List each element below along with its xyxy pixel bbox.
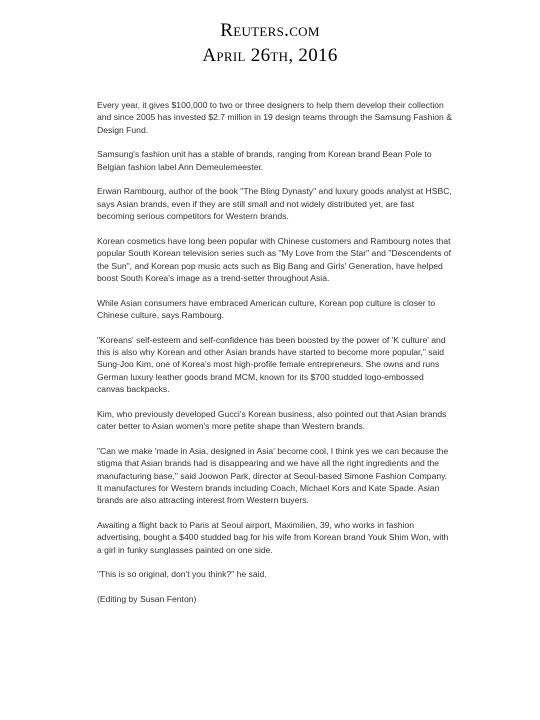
article-paragraph: Samsung's fashion unit has a stable of brands, ranging from Korean brand Bean Pole to Belgian fashion label Ann Demeulemeester. — [97, 149, 432, 172]
article-paragraph: "Koreans' self-esteem and self-confidence has been boosted by the power of 'K culture' and this is also why Korean and other Asian brands have started to become more popular," said Sung-Joo Kim, one of Korea's most high-profile female entrepreneurs. She owns and runs German luxury leather goods brand MCM, known for its $700 studded logo-embossed canvas backpacks. — [97, 334, 446, 395]
editor-credit: (Editing by Susan Fenton) — [97, 594, 197, 605]
article-paragraph: Every year, it gives $100,000 to two or three designers to help them develop their collection and since 2005 has invested $2.7 million in 19 design teams through the Samsung Fashion & Design Fund. — [97, 100, 452, 135]
article-paragraph: "This is so original, don't you think?" he said. — [97, 569, 267, 580]
source-title: Reuters.com — [220, 20, 320, 41]
article-paragraph: Erwan Rambourg, author of the book "The Bling Dynasty" and luxury goods analyst at HSBC, says Asian brands, even if they are still small and not widely distributed yet, are fast becoming serious competitors for Western brands. — [97, 186, 452, 222]
article-paragraph: Kim, who previously developed Gucci's Korean business, also pointed out that Asian brands cater better to Asian women's more petite shape than Western brands. — [97, 408, 447, 432]
document-header — [0, 18, 540, 68]
article-paragraph: Korean cosmetics have long been popular with Chinese customers and Rambourg notes that popular South Korean television series such as "My Love from the Star" and "Descendents of the Sun", and Korean pop music acts such as Big Bang and Girls' Generation, have helped boost South Korea's image as a trend-setter throughout Asia. — [97, 235, 452, 284]
publication-date: April 26th, 2016 — [202, 45, 338, 66]
article-body — [97, 99, 452, 618]
article-paragraph: Awaiting a flight back to Paris at Seoul airport, Maximilien, 39, who works in fashion advertising, bought a $400 studded bag for his wife from Korean brand Youk Shim Won, with a girl in funky sunglasses painted on one side. — [97, 520, 449, 555]
article-paragraph: "Can we make 'made in Asia, designed in Asia' become cool, I think yes we can because the stigma that Asian brands had is disappearing and we have all the right ingredients and the manufacturing base," said Joowon Park, director at Seoul-based Simone Fashion Company. It manufactures for Western brands including Coach, Michael Kors and Kate Spade. Asian brands are also attracting interest from Western buyers. — [97, 445, 449, 506]
article-paragraph: While Asian consumers have embraced American culture, Korean pop culture is closer to Chinese culture, says Rambourg. — [97, 297, 436, 321]
